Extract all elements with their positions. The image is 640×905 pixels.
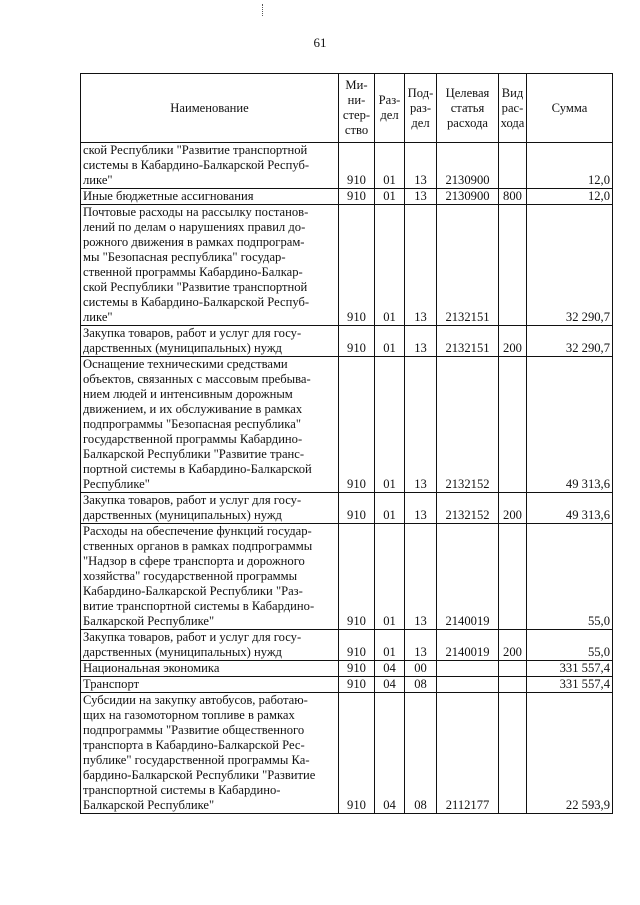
cell-ministry: 910 (339, 205, 375, 326)
table-row (81, 677, 613, 693)
cell-subsection: 13 (405, 357, 437, 493)
table-row (81, 357, 613, 493)
cell-sum: 32 290,7 (527, 326, 613, 357)
cell-expense-type: 800 (499, 189, 527, 205)
cell-target (437, 661, 499, 677)
cell-name: Расходы на обеспечение функций государ- ственных органов в рамках подпрограммы "Надзор в сфере транспорта и дорожного хозяйства" государственной программы Кабардино-Балкарской Республики "Раз- витие транспортной системы в Кабардино- Балкарской Республике" (81, 524, 339, 630)
cell-sum: 12,0 (527, 143, 613, 189)
table-row (81, 493, 613, 524)
cell-expense-type: 200 (499, 493, 527, 524)
cell-section: 01 (375, 205, 405, 326)
cell-sum: 331 557,4 (527, 677, 613, 693)
cell-sum: 12,0 (527, 189, 613, 205)
table-row (81, 205, 613, 326)
table-row (81, 630, 613, 661)
cell-name: Транспорт (81, 677, 339, 693)
cell-sum: 49 313,6 (527, 357, 613, 493)
header-name: Наименование (81, 74, 339, 143)
cell-subsection: 13 (405, 326, 437, 357)
cell-expense-type (499, 661, 527, 677)
cell-subsection: 13 (405, 205, 437, 326)
cell-expense-type (499, 524, 527, 630)
table-header-row (81, 74, 613, 143)
cell-ministry: 910 (339, 357, 375, 493)
cell-name: Иные бюджетные ассигнования (81, 189, 339, 205)
cell-section: 04 (375, 661, 405, 677)
cell-ministry: 910 (339, 493, 375, 524)
cell-ministry: 910 (339, 189, 375, 205)
table-row (81, 693, 613, 814)
header-sum: Сумма (527, 74, 613, 143)
cell-target: 2112177 (437, 693, 499, 814)
cell-ministry: 910 (339, 677, 375, 693)
cell-name: Закупка товаров, работ и услуг для госу- дарственных (муниципальных) нужд (81, 326, 339, 357)
cell-target: 2132152 (437, 493, 499, 524)
cell-subsection: 00 (405, 661, 437, 677)
cell-section: 01 (375, 524, 405, 630)
table-row (81, 524, 613, 630)
cell-expense-type: 200 (499, 630, 527, 661)
cell-name: Почтовые расходы на рассылку постанов- лений по делам о нарушениях правил до- рожного движения в рамках подпрограм- мы "Безопасная республика" государ- ственной программы Кабардино-Балкар- ской Республики "Развитие транспортной системы в Кабардино-Балкарской Респуб- лике" (81, 205, 339, 326)
cell-expense-type: 200 (499, 326, 527, 357)
table-row (81, 143, 613, 189)
cell-ministry: 910 (339, 326, 375, 357)
cell-expense-type (499, 357, 527, 493)
cell-section: 04 (375, 677, 405, 693)
cell-sum: 55,0 (527, 630, 613, 661)
cell-subsection: 08 (405, 693, 437, 814)
cell-ministry: 910 (339, 630, 375, 661)
cell-section: 01 (375, 493, 405, 524)
cell-subsection: 13 (405, 493, 437, 524)
page-number: 61 (313, 35, 327, 50)
header-section: Раз- дел (375, 74, 405, 143)
cell-section: 04 (375, 693, 405, 814)
cell-subsection: 13 (405, 524, 437, 630)
cell-subsection: 13 (405, 143, 437, 189)
cell-subsection: 08 (405, 677, 437, 693)
cell-expense-type (499, 205, 527, 326)
cell-sum: 55,0 (527, 524, 613, 630)
cell-name: Закупка товаров, работ и услуг для госу- дарственных (муниципальных) нужд (81, 493, 339, 524)
table-row (81, 189, 613, 205)
cell-target: 2130900 (437, 189, 499, 205)
cell-target: 2132151 (437, 326, 499, 357)
table-row (81, 661, 613, 677)
cell-section: 01 (375, 143, 405, 189)
cell-sum: 49 313,6 (527, 493, 613, 524)
cell-expense-type (499, 143, 527, 189)
header-ministry: Ми- ни- стер- ство (339, 74, 375, 143)
cell-target: 2132152 (437, 357, 499, 493)
cell-subsection: 13 (405, 189, 437, 205)
cell-section: 01 (375, 630, 405, 661)
cell-ministry: 910 (339, 693, 375, 814)
cell-subsection: 13 (405, 630, 437, 661)
cell-section: 01 (375, 326, 405, 357)
cell-ministry: 910 (339, 143, 375, 189)
cell-sum: 32 290,7 (527, 205, 613, 326)
scan-mark (262, 4, 265, 16)
header-subsection: Под- раз- дел (405, 74, 437, 143)
table-row (81, 326, 613, 357)
cell-sum: 22 593,9 (527, 693, 613, 814)
cell-expense-type (499, 693, 527, 814)
cell-name: Субсидии на закупку автобусов, работаю- щих на газомоторном топливе в рамках подпрограммы "Развитие общественного транспорта в Кабардино-Балкарской Рес- публике" государственной программы Ка- бардино-Балкарской Республики "Развитие транспортной системы в Кабардино- Балкарской Республике" (81, 693, 339, 814)
cell-section: 01 (375, 189, 405, 205)
cell-name: Национальная экономика (81, 661, 339, 677)
header-expense-type: Вид рас- хода (499, 74, 527, 143)
header-target: Целевая статья расхода (437, 74, 499, 143)
cell-target: 2132151 (437, 205, 499, 326)
cell-ministry: 910 (339, 661, 375, 677)
cell-ministry: 910 (339, 524, 375, 630)
cell-name: Оснащение техническими средствами объектов, связанных с массовым пребыва- нием людей и интенсивным дорожным движением, и их обслуживание в рамках подпрограммы "Безопасная республика" государственной программы Кабардино- Балкарской Республики "Развитие транс- портной системы в Кабардино-Балкарской Республике" (81, 357, 339, 493)
cell-expense-type (499, 677, 527, 693)
cell-target: 2140019 (437, 630, 499, 661)
cell-target (437, 677, 499, 693)
cell-target: 2140019 (437, 524, 499, 630)
cell-name: Закупка товаров, работ и услуг для госу- дарственных (муниципальных) нужд (81, 630, 339, 661)
cell-name: ской Республики "Развитие транспортной системы в Кабардино-Балкарской Респуб- лике" (81, 143, 339, 189)
cell-target: 2130900 (437, 143, 499, 189)
cell-section: 01 (375, 357, 405, 493)
budget-table (80, 73, 613, 814)
cell-sum: 331 557,4 (527, 661, 613, 677)
